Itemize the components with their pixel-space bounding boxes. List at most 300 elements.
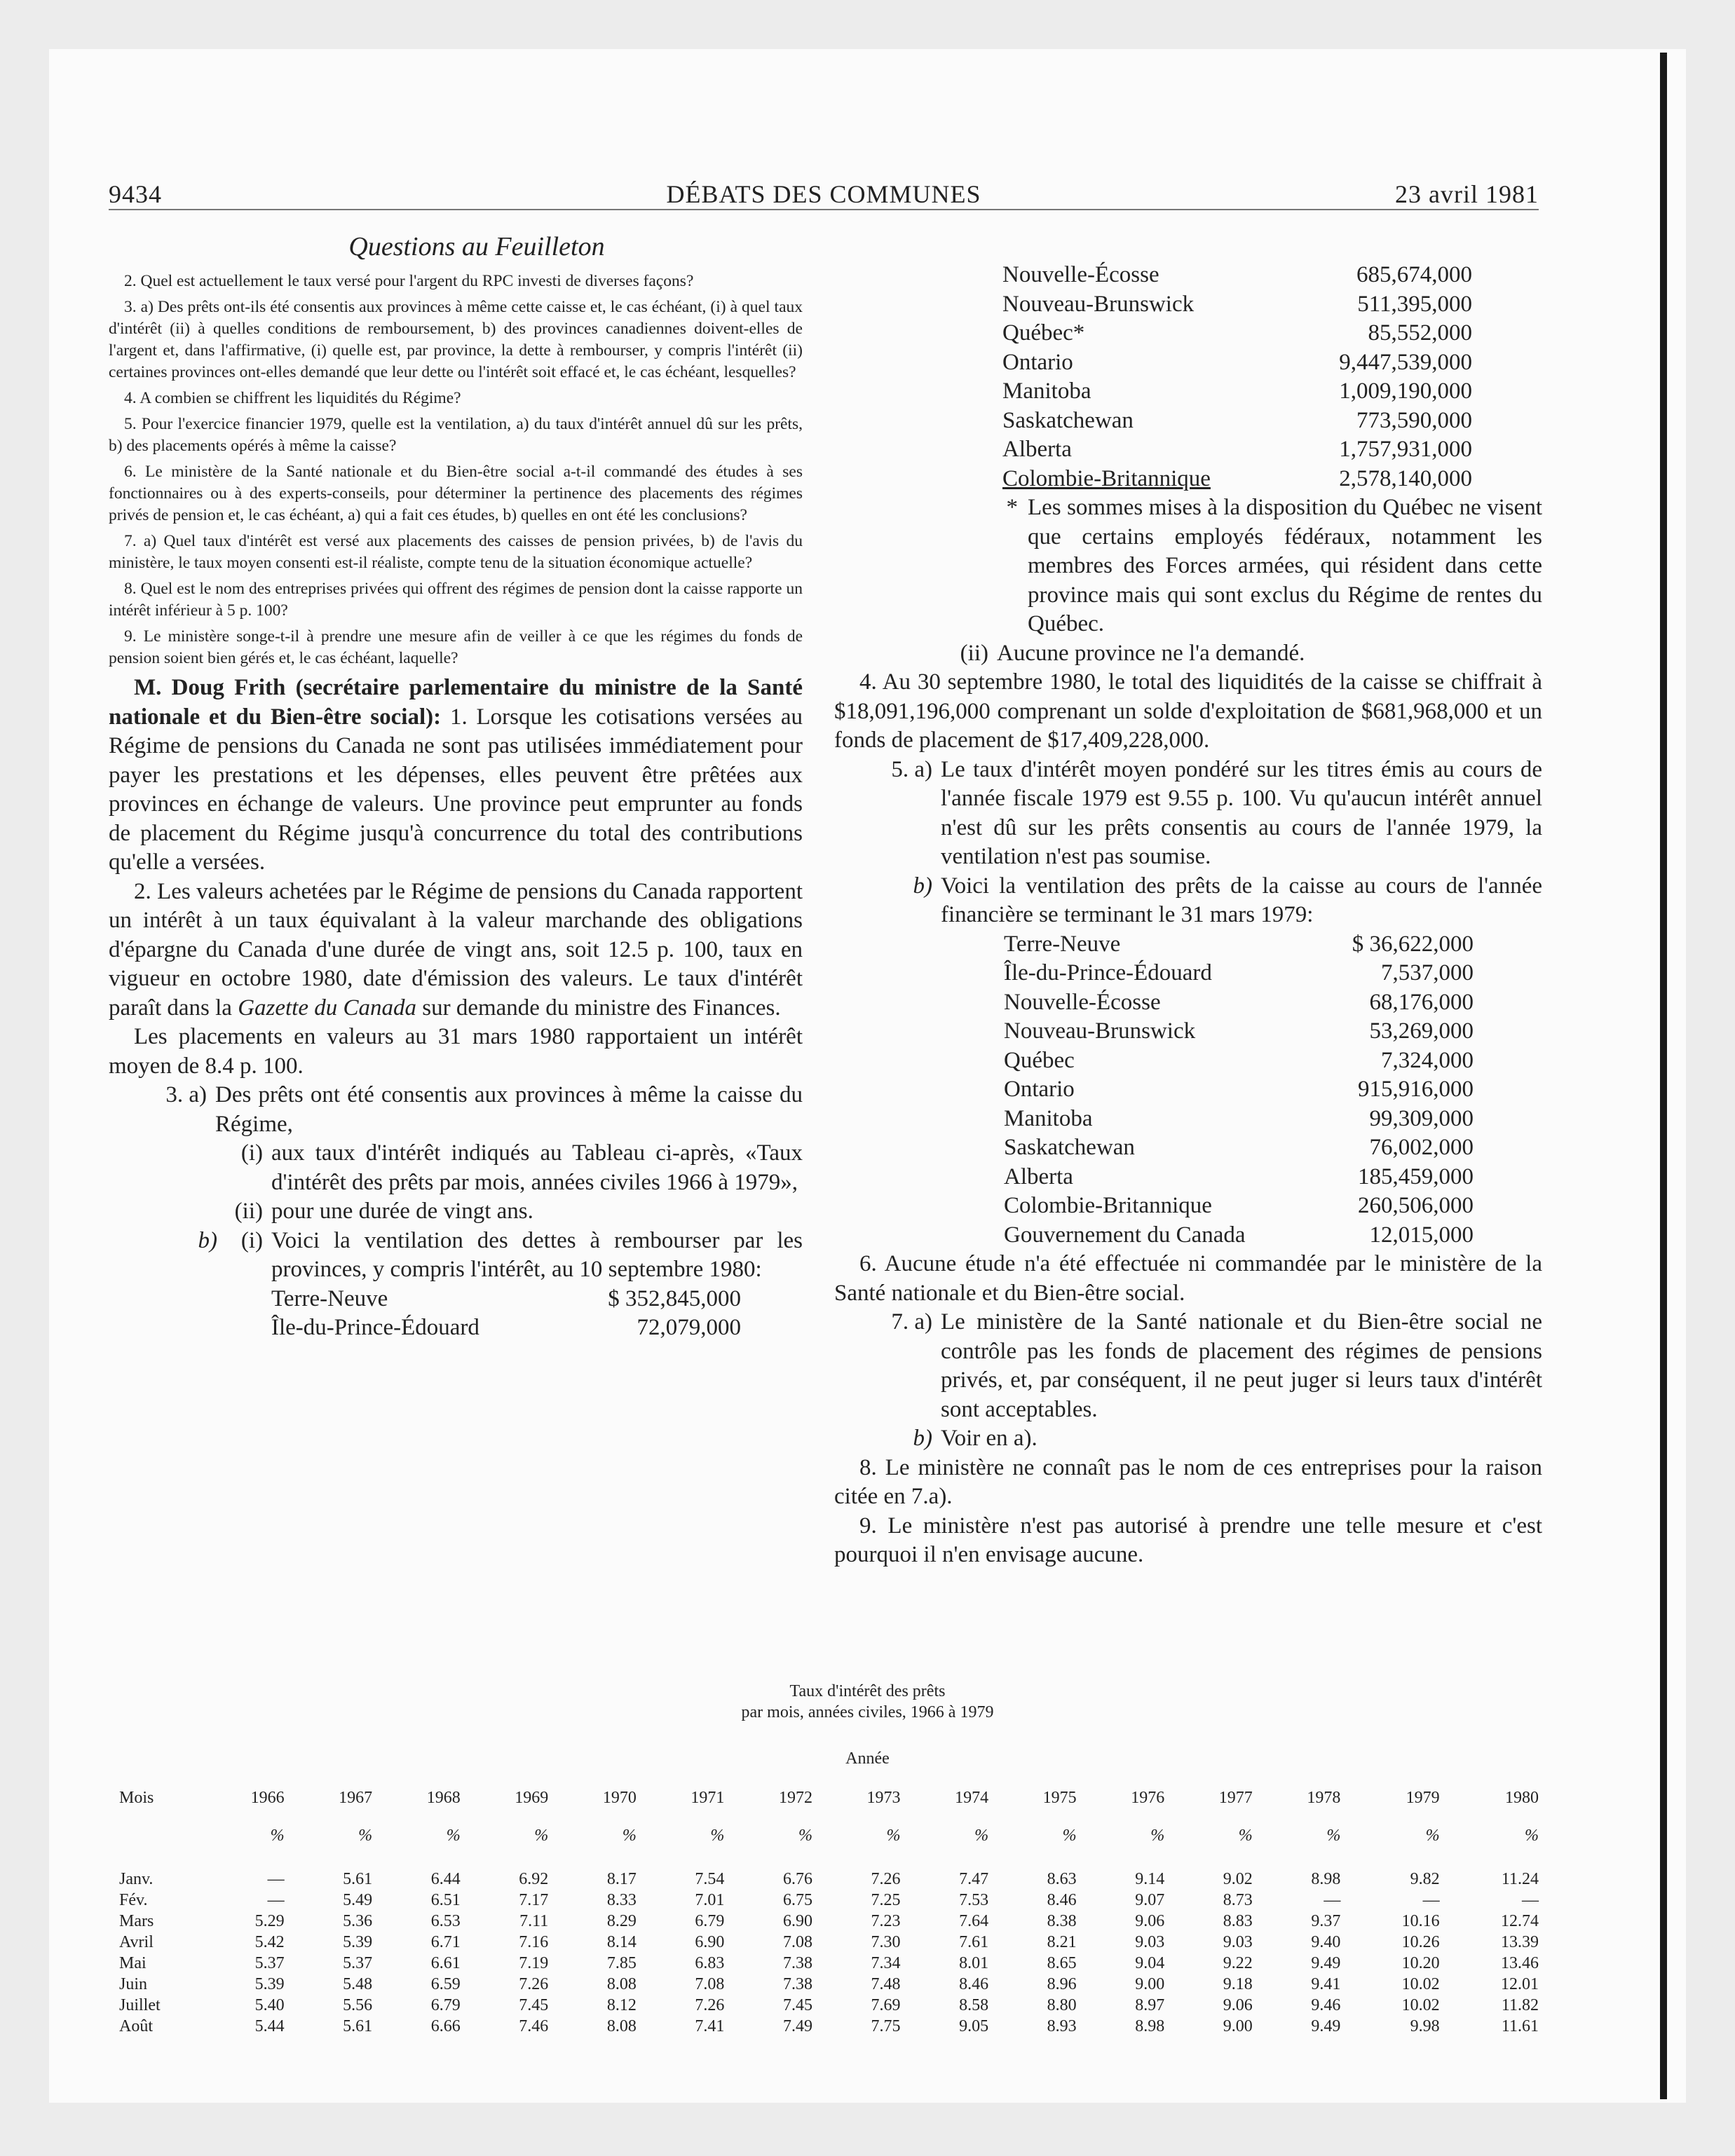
- answer-3a-text: Des prêts ont été consentis aux provinces à même la caisse du Régime,: [215, 1082, 803, 1137]
- rate-cell: 6.75: [782, 1890, 812, 1909]
- rate-cell: 9.14: [1135, 1869, 1165, 1888]
- answer-3b-i-text: Voici la ventilation des dettes à rembourser par les provinces, y compris l'intérêt, au 10 septembre 1980:: [271, 1227, 803, 1282]
- unit-label: %: [886, 1827, 901, 1845]
- year-column-header: 1967: [339, 1789, 373, 1807]
- rate-cell: 7.38: [782, 1974, 812, 1993]
- answer-3b-ii-text: Aucune province ne l'a demandé.: [997, 640, 1305, 666]
- rate-cell: 6.53: [430, 1911, 461, 1930]
- year-column-header: 1978: [1307, 1789, 1341, 1807]
- answer-1: [109, 674, 803, 878]
- rate-cell: 7.49: [782, 2017, 812, 2035]
- year-column-header: 1973: [866, 1789, 901, 1807]
- rate-cell: 7.41: [695, 2017, 725, 2035]
- answer-3a-i: [109, 1139, 803, 1197]
- answer-2b: Les placements en valeurs au 31 mars 1980 rapportaient un intérêt moyen de 8.4 p. 100.: [109, 1024, 803, 1079]
- rate-cell: 12.01: [1501, 1974, 1539, 1993]
- table-row: [119, 1869, 1539, 1890]
- province-name: Manitoba: [1002, 378, 1091, 404]
- answer-5b-text: Voici la ventilation des prêts de la caisse au cours de l'année financière se terminant le 31 mars 1979:: [941, 873, 1542, 927]
- answer-3b-i-label: (i): [240, 1227, 263, 1253]
- rate-cell: 7.38: [782, 1953, 812, 1972]
- rate-cell: 9.03: [1135, 1932, 1165, 1951]
- rate-cell: 6.92: [519, 1869, 549, 1888]
- rate-cell: 7.30: [871, 1932, 901, 1951]
- answer-7b-label: b): [913, 1426, 932, 1451]
- rate-cell: 9.05: [959, 2017, 989, 2035]
- rate-cell: 5.39: [254, 1974, 285, 1993]
- answer-3b-label: b): [198, 1227, 217, 1253]
- loan-value: 7,537,000: [1381, 960, 1474, 985]
- rate-cell: 7.75: [871, 2017, 901, 2035]
- rate-cell: 5.29: [254, 1911, 285, 1930]
- rate-cell: 8.80: [1047, 1995, 1077, 2014]
- answer-3b-ii-label: (ii): [960, 640, 988, 666]
- rate-cell: 8.96: [1047, 1974, 1077, 1993]
- loan-row: [1004, 1192, 1474, 1221]
- loan-row: [1004, 1017, 1474, 1046]
- unit-label: %: [358, 1827, 373, 1845]
- year-column-header: 1970: [602, 1789, 637, 1807]
- year-column-header: 1969: [515, 1789, 549, 1807]
- rate-cell: 7.45: [519, 1995, 549, 2014]
- question-7: 7. a) Quel taux d'intérêt est versé aux placements des caisses de pension privées, b) de l'avis du ministère, le taux moyen consenti est-il réaliste, compte tenu de la situation économique actuelle?: [109, 532, 803, 572]
- rate-cell: 7.61: [959, 1932, 989, 1951]
- answer-7a-text: Le ministère de la Santé nationale et du Bien-être social ne contrôle pas les fonds de placement des régimes de pensions privés, et, par conséquent, il ne peut juger si leurs taux d'intérêt sont acceptables.: [941, 1309, 1542, 1422]
- question-8: 8. Quel est le nom des entreprises privées qui offrent des régimes de pension dont la caisse rapporte un intérêt inférieur à 5 p. 100?: [109, 580, 803, 620]
- loan-row: [1004, 1163, 1474, 1192]
- loan-value: 53,269,000: [1369, 1018, 1474, 1044]
- rate-cell: 7.53: [959, 1890, 989, 1909]
- rate-cell: 9.06: [1223, 1995, 1253, 2014]
- rate-cell: 8.29: [606, 1911, 637, 1930]
- section-title: Questions au Feuilleton: [348, 232, 605, 261]
- loan-list: [1004, 930, 1474, 1250]
- debt-row: [1002, 377, 1472, 407]
- province-name: Québec: [1004, 1047, 1075, 1073]
- answer-2: [109, 878, 803, 1023]
- rate-cell: 8.01: [959, 1953, 989, 1972]
- unit-label: %: [710, 1827, 725, 1845]
- right-column: [834, 261, 1542, 1570]
- table-caption: [0, 1681, 1735, 1723]
- rate-cell: 7.34: [871, 1953, 901, 1972]
- answer-3a-ii-text: pour une durée de vingt ans.: [271, 1199, 533, 1224]
- month-cell: Juin: [119, 1974, 148, 1993]
- year-column-header: 1974: [955, 1789, 989, 1807]
- table-unit-row: [119, 1827, 1539, 1869]
- rate-cell: 6.71: [430, 1932, 461, 1951]
- rate-cell: 9.49: [1311, 2017, 1341, 2035]
- loan-row: [1004, 1221, 1474, 1250]
- answer-8: 8. Le ministère ne connaît pas le nom de ces entreprises pour la raison citée en 7.a).: [834, 1454, 1542, 1509]
- loan-row: [1004, 1133, 1474, 1163]
- loan-row: [1004, 1105, 1474, 1134]
- province-name: Nouvelle-Écosse: [1002, 262, 1159, 287]
- rate-cell: 9.98: [1410, 2017, 1440, 2035]
- rate-cell: 9.02: [1223, 1869, 1253, 1888]
- rate-cell: 6.76: [782, 1869, 812, 1888]
- answer-2-end: sur demande du ministre des Finances.: [416, 995, 781, 1021]
- debt-value: 685,674,000: [1356, 262, 1472, 287]
- rate-cell: 7.23: [871, 1911, 901, 1930]
- rate-cell: 11.82: [1501, 1995, 1539, 2014]
- province-name: Terre-Neuve: [1004, 931, 1121, 957]
- loan-row: [1004, 988, 1474, 1018]
- rate-cell: 6.79: [430, 1995, 461, 2014]
- rate-cell: 5.61: [343, 1869, 373, 1888]
- rate-cell: 7.08: [782, 1932, 812, 1951]
- rate-cell: 7.16: [519, 1932, 549, 1951]
- rate-cell: 13.46: [1501, 1953, 1539, 1972]
- loan-value: 260,506,000: [1358, 1193, 1474, 1218]
- speaker-name: M. Doug Frith (secrétaire parlementaire du ministre de la Santé nationale et du Bien-être social):: [109, 675, 803, 730]
- rate-cell: 9.03: [1223, 1932, 1253, 1951]
- rate-cell: 10.26: [1401, 1932, 1440, 1951]
- rate-cell: 7.01: [695, 1890, 725, 1909]
- gazette-title: Gazette du Canada: [238, 995, 417, 1021]
- unit-label: %: [534, 1827, 549, 1845]
- unit-label: %: [622, 1827, 637, 1845]
- rate-cell: 8.12: [606, 1995, 637, 2014]
- debt-row: [1002, 407, 1472, 436]
- rate-cell: 10.20: [1401, 1953, 1440, 1972]
- loan-row: [1004, 1046, 1474, 1076]
- rate-cell: 7.54: [695, 1869, 725, 1888]
- loan-value: 76,002,000: [1369, 1135, 1474, 1160]
- table-header-row: [119, 1789, 1539, 1827]
- unit-label: %: [270, 1827, 285, 1845]
- rate-cell: 7.11: [519, 1911, 549, 1930]
- rate-cell: 7.48: [871, 1974, 901, 1993]
- rate-cell: 10.02: [1401, 1995, 1440, 2014]
- debt-value: $ 352,845,000: [608, 1285, 741, 1311]
- answer-3b-i: [109, 1227, 803, 1285]
- loan-value: 185,459,000: [1358, 1164, 1474, 1189]
- debt-value: 1,757,931,000: [1339, 437, 1472, 462]
- province-name: Saskatchewan: [1004, 1135, 1135, 1160]
- rate-cell: 12.74: [1501, 1911, 1539, 1930]
- table-row: [119, 1953, 1539, 1974]
- rate-cell: 8.08: [606, 2017, 637, 2035]
- header-title: DÉBATS DES COMMUNES: [666, 180, 981, 208]
- rate-cell: 7.45: [782, 1995, 812, 2014]
- table-row: [119, 1890, 1539, 1911]
- table-row: [119, 2016, 1539, 2037]
- rate-cell: 8.93: [1047, 2017, 1077, 2035]
- year-column-header: 1975: [1042, 1789, 1077, 1807]
- rate-cell: 5.56: [343, 1995, 373, 2014]
- table-caption-line2: par mois, années civiles, 1966 à 1979: [741, 1703, 994, 1721]
- month-cell: Avril: [119, 1932, 154, 1951]
- year-column-header: 1979: [1406, 1789, 1440, 1807]
- rate-cell: 5.48: [343, 1974, 373, 1993]
- rate-cell: 8.65: [1047, 1953, 1077, 1972]
- month-column-header: Mois: [119, 1789, 154, 1807]
- question-4: 4. A combien se chiffrent les liquidités du Régime?: [124, 389, 461, 407]
- debt-value: 9,447,539,000: [1339, 349, 1472, 375]
- question-9: 9. Le ministère songe-t-il à prendre une mesure afin de veiller à ce que les régimes du fonds de pension soient bien gérés et, le cas échéant, laquelle?: [109, 627, 803, 667]
- month-cell: Mars: [119, 1911, 154, 1930]
- answer-3a-ii-label: (ii): [234, 1199, 263, 1224]
- rate-cell: 7.08: [695, 1974, 725, 1993]
- debt-row: [1002, 290, 1472, 320]
- rate-cell: 5.37: [343, 1953, 373, 1972]
- rate-cell: 6.59: [430, 1974, 461, 1993]
- table-row: [119, 1932, 1539, 1953]
- province-name: Terre-Neuve: [271, 1285, 388, 1311]
- rate-cell: 8.98: [1311, 1869, 1341, 1888]
- rate-cell: 7.17: [519, 1890, 549, 1909]
- rate-cell: 7.26: [519, 1974, 549, 1993]
- rate-cell: 6.61: [430, 1953, 461, 1972]
- rate-cell: 9.82: [1410, 1869, 1440, 1888]
- rate-cell: 6.90: [782, 1911, 812, 1930]
- unit-label: %: [798, 1827, 812, 1845]
- rate-cell: 8.46: [1047, 1890, 1077, 1909]
- year-column-header: 1966: [250, 1789, 285, 1807]
- rate-cell: 8.73: [1223, 1890, 1253, 1909]
- province-name: Alberta: [1002, 437, 1072, 462]
- question-3: 3. a) Des prêts ont-ils été consentis aux provinces à même cette caisse et, le cas échéant, (i) à quel taux d'intérêt (ii) à quelles conditions de remboursement, b) des provinces canadiennes doivent-elles de l'argent et, dans l'affirmative, (i) quelle est, par province, la dette à rembourser, y compris l'intérêt (ii) certaines provinces ont-elles demandé que leur dette ou l'intérêt soit effacé et, le cas échéant, lesquelles?: [109, 298, 803, 381]
- rate-cell: 9.04: [1135, 1953, 1165, 1972]
- unit-label: %: [1425, 1827, 1440, 1845]
- answer-3a-ii: [109, 1197, 803, 1227]
- header-page-number: 9434: [109, 180, 162, 208]
- question-2: 2. Quel est actuellement le taux versé pour l'argent du RPC investi de diverses façons?: [124, 272, 694, 290]
- debt-row: [271, 1314, 741, 1343]
- year-column-header: 1971: [690, 1789, 725, 1807]
- table-row: [119, 1911, 1539, 1932]
- unit-label: %: [1238, 1827, 1253, 1845]
- unit-label: %: [1150, 1827, 1165, 1845]
- rate-cell: 8.58: [959, 1995, 989, 2014]
- rate-cell: 9.00: [1223, 2017, 1253, 2035]
- month-cell: Mai: [119, 1953, 147, 1972]
- debt-value: 2,578,140,000: [1339, 465, 1472, 491]
- debt-value: 85,552,000: [1368, 320, 1472, 346]
- rate-cell: 5.40: [254, 1995, 285, 2014]
- month-cell: Août: [119, 2017, 153, 2035]
- rate-cell: 7.85: [606, 1953, 637, 1972]
- unit-label: %: [1326, 1827, 1341, 1845]
- rate-cell: —: [267, 1890, 285, 1909]
- answer-9: 9. Le ministère n'est pas autorisé à prendre une telle mesure et c'est pourquoi il n'en envisage aucune.: [834, 1513, 1542, 1567]
- rate-cell: 7.47: [959, 1869, 989, 1888]
- rate-cell: 6.79: [695, 1911, 725, 1930]
- rate-cell: 9.40: [1311, 1932, 1341, 1951]
- rate-cell: 8.14: [606, 1932, 637, 1951]
- debt-row: [1002, 348, 1472, 378]
- debt-row: [1002, 465, 1472, 494]
- debt-row: [1002, 435, 1472, 465]
- rate-cell: 5.61: [343, 2017, 373, 2035]
- quebec-footnote: [1001, 493, 1542, 639]
- rate-cell: 9.41: [1311, 1974, 1341, 1993]
- province-name: Île-du-Prince-Édouard: [271, 1315, 479, 1340]
- unit-label: %: [974, 1827, 989, 1845]
- loan-value: 7,324,000: [1381, 1047, 1474, 1073]
- rate-cell: 10.02: [1401, 1974, 1440, 1993]
- answer-3b-ii: [834, 639, 1542, 669]
- answer-3a: [109, 1081, 803, 1139]
- province-name: Manitoba: [1004, 1105, 1093, 1131]
- answer-7a-label: 7. a): [891, 1309, 932, 1335]
- year-column-header: 1976: [1131, 1789, 1165, 1807]
- debt-row: [1002, 261, 1472, 290]
- table-row: [119, 1974, 1539, 1995]
- rate-cell: 8.17: [606, 1869, 637, 1888]
- province-name: Nouveau-Brunswick: [1002, 291, 1195, 317]
- answer-1-text: 1. Lorsque les cotisations versées au Régime de pensions du Canada ne sont pas utilisées immédiatement pour payer les prestations et les dépenses, elles peuvent être prêtées aux provinces en échange de valeurs. Une province peut emprunter au fonds de placement du Régime jusqu'à concurrence du total des contributions qu'elle a versées.: [109, 704, 803, 875]
- table-row: [119, 1995, 1539, 2016]
- rate-cell: 8.33: [606, 1890, 637, 1909]
- rate-cell: 7.46: [519, 2017, 549, 2035]
- rate-cell: 7.19: [519, 1953, 549, 1972]
- debt-value: 1,009,190,000: [1339, 378, 1472, 404]
- month-cell: Janv.: [119, 1869, 154, 1888]
- debt-value: 511,395,000: [1357, 291, 1472, 317]
- answer-3a-i-text: aux taux d'intérêt indiqués au Tableau ci-après, «Taux d'intérêt des prêts par mois, années civiles 1966 à 1979»,: [271, 1140, 803, 1195]
- loan-row: [1004, 930, 1474, 960]
- rate-cell: 6.51: [430, 1890, 461, 1909]
- interest-rate-table: [119, 1789, 1539, 2037]
- year-column-header: 1977: [1218, 1789, 1253, 1807]
- rate-cell: 9.37: [1311, 1911, 1341, 1930]
- answer-5a: [834, 756, 1542, 872]
- province-name: Île-du-Prince-Édouard: [1004, 960, 1212, 985]
- unit-label: %: [1062, 1827, 1077, 1845]
- rate-cell: 7.64: [959, 1911, 989, 1930]
- year-column-header: 1980: [1505, 1789, 1539, 1807]
- rate-cell: 13.39: [1501, 1932, 1539, 1951]
- month-cell: Fév.: [119, 1890, 148, 1909]
- loan-value: 12,015,000: [1369, 1222, 1474, 1248]
- answer-6: 6. Aucune étude n'a été effectuée ni commandée par le ministère de la Santé nationale et du Bien-être social.: [834, 1251, 1542, 1306]
- province-name: Nouveau-Brunswick: [1004, 1018, 1196, 1044]
- rate-cell: 11.61: [1501, 2017, 1539, 2035]
- debt-row: [1002, 319, 1472, 348]
- header-date: 23 avril 1981: [1395, 180, 1539, 208]
- loan-value: 68,176,000: [1369, 989, 1474, 1015]
- province-name: Ontario: [1002, 349, 1073, 375]
- rate-cell: 5.44: [254, 2017, 285, 2035]
- answer-7b: [834, 1424, 1542, 1454]
- rate-cell: 9.49: [1311, 1953, 1341, 1972]
- footnote-star: *: [1006, 495, 1018, 520]
- rate-cell: 8.21: [1047, 1932, 1077, 1951]
- rate-cell: 8.98: [1135, 2017, 1165, 2035]
- rate-cell: 5.36: [343, 1911, 373, 1930]
- question-5: 5. Pour l'exercice financier 1979, quelle est la ventilation, a) du taux d'intérêt annuel dû sur les prêts, b) des placements opérés à même la caisse?: [109, 415, 803, 455]
- rate-cell: 11.24: [1501, 1869, 1539, 1888]
- year-column-header: 1968: [426, 1789, 461, 1807]
- unit-row-spacer: [119, 1827, 196, 1869]
- province-name: Saskatchewan: [1002, 407, 1134, 433]
- answer-5a-label: 5. a): [891, 756, 932, 782]
- rate-cell: 7.69: [871, 1995, 901, 2014]
- debt-value: 773,590,000: [1356, 407, 1472, 433]
- table-year-group-label: Année: [845, 1749, 890, 1768]
- rate-cell: —: [1522, 1890, 1539, 1909]
- loan-value: $ 36,622,000: [1352, 931, 1474, 957]
- province-name: Colombie-Britannique: [1004, 1193, 1212, 1218]
- province-name: Alberta: [1004, 1164, 1073, 1189]
- left-column: [109, 231, 803, 1343]
- answer-4: 4. Au 30 septembre 1980, le total des liquidités de la caisse se chiffrait à $18,091,196,000 comprenant un solde d'exploitation de $681,968,000 et un fonds de placement de $17,409,228,000.: [834, 669, 1542, 753]
- table-caption-line1: Taux d'intérêt des prêts: [789, 1682, 946, 1700]
- rate-cell: 9.00: [1135, 1974, 1165, 1993]
- rate-cell: —: [1324, 1890, 1341, 1909]
- answer-3a-i-label: (i): [240, 1140, 263, 1166]
- month-cell: Juillet: [119, 1995, 161, 2014]
- rate-cell: 8.97: [1135, 1995, 1165, 2014]
- rate-cell: 5.39: [343, 1932, 373, 1951]
- rate-cell: —: [1422, 1890, 1440, 1909]
- rate-cell: 8.83: [1223, 1911, 1253, 1930]
- rate-cell: 8.38: [1047, 1911, 1077, 1930]
- debt-list-left: [271, 1285, 741, 1343]
- loan-row: [1004, 1075, 1474, 1105]
- rate-cell: 9.22: [1223, 1953, 1253, 1972]
- rate-cell: 5.37: [254, 1953, 285, 1972]
- answer-5b-label: b): [913, 873, 932, 899]
- province-name: Nouvelle-Écosse: [1004, 989, 1161, 1015]
- rate-cell: 8.08: [606, 1974, 637, 1993]
- rate-cell: 6.44: [430, 1869, 461, 1888]
- answer-7b-text: Voir en a).: [941, 1426, 1037, 1451]
- page-header: [109, 177, 1539, 210]
- rate-cell: 8.46: [959, 1974, 989, 1993]
- rate-cell: 7.26: [695, 1995, 725, 2014]
- province-name: Gouvernement du Canada: [1004, 1222, 1246, 1248]
- rate-cell: 5.42: [254, 1932, 285, 1951]
- province-name: Colombie-Britannique: [1002, 465, 1211, 491]
- debt-value: 72,079,000: [637, 1315, 741, 1340]
- unit-label: %: [1525, 1827, 1539, 1845]
- rate-cell: 7.25: [871, 1890, 901, 1909]
- answer-3a-label: 3. a): [165, 1082, 207, 1107]
- rate-cell: 9.07: [1135, 1890, 1165, 1909]
- debt-list-right: [1002, 261, 1472, 493]
- rate-cell: 7.26: [871, 1869, 901, 1888]
- rate-cell: 9.06: [1135, 1911, 1165, 1930]
- table-body: [119, 1869, 1539, 2037]
- year-column-header: 1972: [778, 1789, 812, 1807]
- rate-cell: 8.63: [1047, 1869, 1077, 1888]
- scan-edge-bar: [1660, 53, 1667, 2099]
- question-6: 6. Le ministère de la Santé nationale et du Bien-être social a-t-il commandé des études à ses fonctionnaires ou à des experts-conseils, pour déterminer la pertinence des placements des régimes privés de pension et, le cas échéant, a) qui a fait ces études, b) quelles en ont été les conclusions?: [109, 463, 803, 524]
- answer-5b: [834, 872, 1542, 930]
- answer-5a-text: Le taux d'intérêt moyen pondéré sur les titres émis au cours de l'année fiscale 1979 est 9.55 p. 100. Vu qu'aucun intérêt annuel n'est dû sur les prêts consentis au cours de l'année 1979, la ventilation n'est pas soumise.: [941, 756, 1542, 869]
- rate-cell: 9.46: [1311, 1995, 1341, 2014]
- province-name: Ontario: [1004, 1077, 1075, 1102]
- loan-value: 915,916,000: [1358, 1077, 1474, 1102]
- rate-cell: —: [267, 1869, 285, 1888]
- province-name: Québec*: [1002, 320, 1085, 346]
- answer-7a: [834, 1308, 1542, 1424]
- loan-value: 99,309,000: [1369, 1105, 1474, 1131]
- rate-cell: 6.83: [695, 1953, 725, 1972]
- rate-cell: 6.90: [695, 1932, 725, 1951]
- rate-cell: 9.18: [1223, 1974, 1253, 1993]
- rate-cell: 10.16: [1401, 1911, 1440, 1930]
- rate-cell: 5.49: [343, 1890, 373, 1909]
- rate-cell: 6.66: [430, 2017, 461, 2035]
- unit-label: %: [446, 1827, 461, 1845]
- loan-row: [1004, 959, 1474, 988]
- debt-row: [271, 1285, 741, 1314]
- answer-2-text: 2. Les valeurs achetées par le Régime de pensions du Canada rapportent un intérêt à un taux équivalant à la valeur marchande des obligations d'épargne du Canada d'une durée de vingt ans, soit 12.5 p. 100, taux en vigueur en octobre 1980, date d'émission des valeurs. Le taux d'intérêt paraît dans la: [109, 878, 803, 1021]
